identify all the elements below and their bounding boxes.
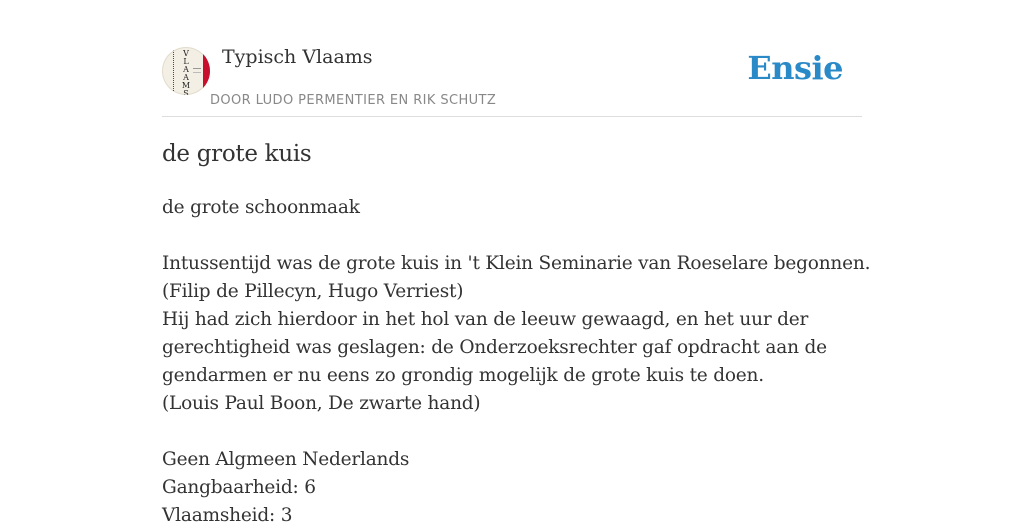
- quote-source: (Filip de Pillecyn, Hugo Verriest): [162, 281, 464, 302]
- cover-letters: V L A A M S: [181, 49, 191, 95]
- entry-body: [162, 194, 871, 530]
- quote-line: Hij had zich hierdoor in het hol van de leeuw gewaagd, en het uur der: [162, 309, 809, 330]
- ensie-logo[interactable]: Ensie: [747, 49, 843, 87]
- quote-source: (Louis Paul Boon, De zwarte hand): [162, 393, 481, 414]
- book-authors: DOOR LUDO PERMENTIER EN RIK SCHUTZ: [210, 93, 497, 108]
- vlaamsheid-rating: Vlaamsheid: 3: [162, 505, 293, 526]
- entry-definition: de grote schoonmaak: [162, 197, 360, 218]
- cover-red-band: [203, 47, 210, 95]
- entry-content: [162, 138, 871, 530]
- book-title-link[interactable]: Typisch Vlaams: [222, 46, 373, 68]
- entry-term: de grote kuis: [162, 141, 312, 167]
- page-header: [162, 40, 862, 117]
- quote-line: Intussentijd was de grote kuis in 't Klein Seminarie van Roeselare begonnen.: [162, 253, 871, 274]
- book-cover-avatar[interactable]: [162, 47, 210, 95]
- language-status: Geen Algmeen Nederlands: [162, 449, 410, 470]
- gangbaarheid-rating: Gangbaarheid: 6: [162, 477, 316, 498]
- quote-line: gerechtigheid was geslagen: de Onderzoeksrechter gaf opdracht aan de: [162, 337, 827, 358]
- quote-line: gendarmen er nu eens zo grondig mogelijk de grote kuis te doen.: [162, 365, 764, 386]
- cover-decoration: [173, 49, 175, 93]
- cover-text-lines: [193, 68, 201, 79]
